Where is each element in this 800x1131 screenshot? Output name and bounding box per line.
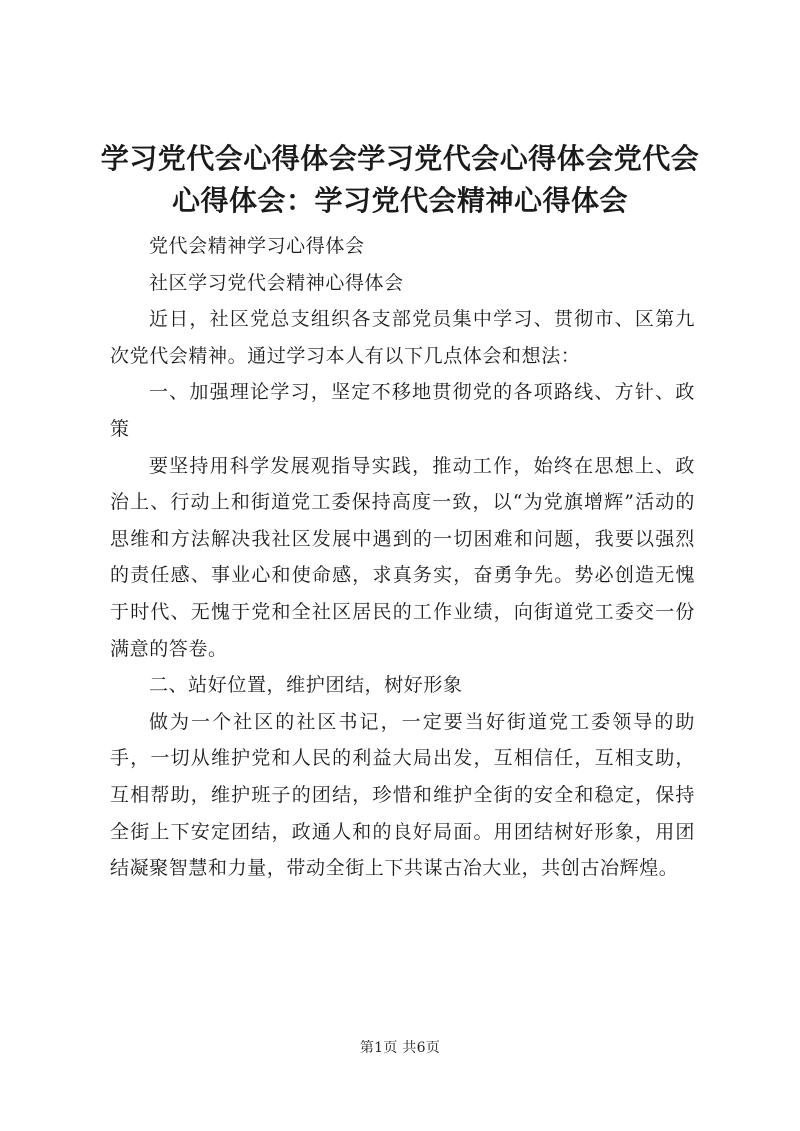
section-heading-1: 一、加强理论学习，坚定不移地贯彻党的各项路线、方针、政策 — [110, 381, 695, 440]
paragraph-section-2: 做为一个社区的社区书记，一定要当好街道党工委领导的助手，一切从维护党和人民的利益大局出发，互相信任，互相支助，互相帮助，维护班子的团结，珍惜和维护全街的安全和稳定，保持全街上下安定团结，政通人和的良好局面。用团结树好形象，用团结凝聚智慧和力量，带动全街上下共谋古冶大业，共创古冶辉煌。 — [110, 710, 695, 880]
paragraph-subtitle-2: 社区学习党代会精神心得体会 — [148, 271, 404, 294]
document-body — [110, 228, 695, 887]
paragraph-intro: 近日，社区党总支组织各支部党员集中学习、贯彻市、区第九次党代会精神。通过学习本人有以下几点体会和想法： — [110, 308, 695, 367]
section-heading-2: 二、站好位置，维护团结，树好形象 — [148, 674, 463, 697]
document-title: 学习党代会心得体会学习党代会心得体会党代会心得体会：学习党代会精神心得体会 — [100, 142, 700, 217]
paragraph-section-1: 要坚持用科学发展观指导实践，推动工作，始终在思想上、政治上、行动上和街道党工委保持高度一致，以“为党旗增辉”活动的思维和方法解决我社区发展中遇到的一切困难和问题，我要以强烈的责任感、事业心和使命感，求真务实，奋勇争先。势必创造无愧于时代、无愧于党和全社区居民的工作业绩，向街道党工委交一份满意的答卷。 — [110, 454, 695, 660]
paragraph-subtitle-1: 党代会精神学习心得体会 — [148, 235, 365, 257]
page-footer — [0, 1038, 800, 1058]
page-indicator: 第1页 共6页 — [359, 1040, 441, 1056]
